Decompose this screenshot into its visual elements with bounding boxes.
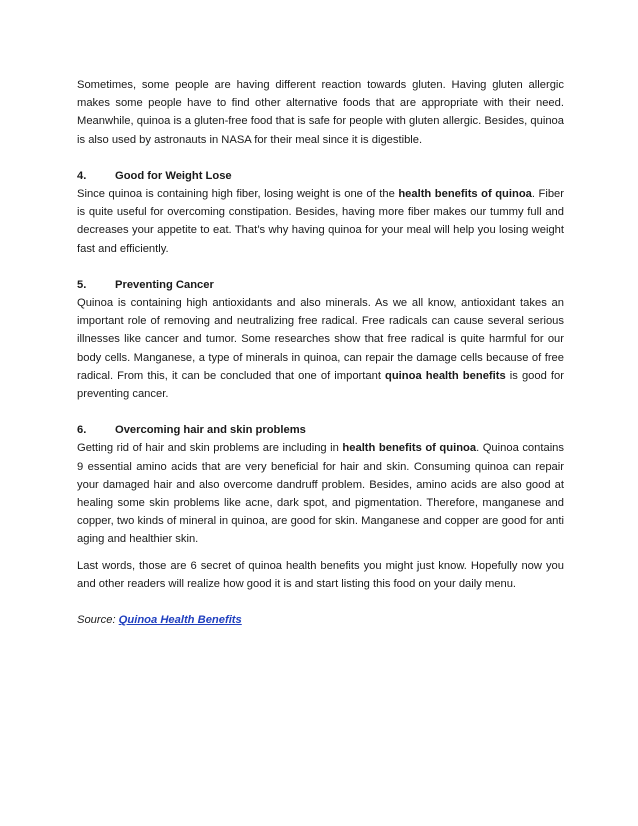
section-body-text: . Quinoa contains 9 essential amino acids that are very beneficial for hair and skin. Consuming quinoa can repair your damaged hair and also overcome dandruff problem. Besides, amino acids are also good at healing some skin problems like acne, dark spot, and pigmentation. Therefore, manganese and copper, two kinds of mineral in quinoa, are good for skin. Manganese and copper are good for anti aging and healthier skin. bbox=[77, 442, 564, 546]
section-body bbox=[77, 439, 564, 548]
section-body-text: Quinoa is containing high antioxidants and also minerals. As we all know, antioxidant takes an important role of removing and neutralizing free radical. Free radicals can cause several serious illnesses like cancer and tumor. Some researches show that free radical is quite harmful for our body cells. Manganese, a type of minerals in quinoa, can repair the damage cells because of free radical. From this, it can be concluded that one of important bbox=[77, 297, 564, 382]
document-page bbox=[77, 76, 564, 629]
section-body-text: Getting rid of hair and skin problems are including in bbox=[77, 442, 343, 455]
section-body bbox=[77, 294, 564, 403]
section-title: Overcoming hair and skin problems bbox=[115, 424, 306, 437]
source-link[interactable]: Quinoa Health Benefits bbox=[118, 614, 242, 627]
section-body-text: is good for preventing cancer. bbox=[77, 369, 564, 401]
intro-paragraph: Sometimes, some people are having different reaction towards gluten. Having gluten allergic makes some people have to find other alternative foods that are appropriate with their need. Meanwhile, quinoa is a gluten-free food that is safe for people with gluten allergic. Besides, quinoa is also used by astronauts in NASA for their meal since it is digestible. bbox=[77, 79, 564, 146]
section-number: 5. bbox=[77, 278, 87, 291]
section-heading bbox=[77, 167, 564, 185]
section-title: Preventing Cancer bbox=[115, 278, 214, 291]
section-body-text: Since quinoa is containing high fiber, losing weight is one of the bbox=[77, 188, 399, 201]
section-number: 6. bbox=[77, 424, 87, 437]
section-weight-loss bbox=[77, 167, 564, 258]
source-line bbox=[77, 611, 564, 629]
section-body bbox=[77, 185, 564, 258]
section-hair-skin bbox=[77, 421, 564, 548]
keyword-highlight: health benefits of quinoa bbox=[398, 188, 532, 201]
keyword-highlight: quinoa health benefits bbox=[385, 369, 506, 382]
section-body-text: . Fiber is quite useful for overcoming constipation. Besides, having more fiber makes our tummy full and decreases your appetite to eat. That’s why having quinoa for your meal will help you losing weight fast and efficiently. bbox=[77, 188, 564, 255]
section-title: Good for Weight Lose bbox=[115, 169, 232, 182]
closing-paragraph: Last words, those are 6 secret of quinoa health benefits you might just know. Hopefully now you and other readers will realize how good it is and start listing this food on your daily menu. bbox=[77, 559, 564, 590]
section-heading bbox=[77, 421, 564, 439]
section-heading bbox=[77, 276, 564, 294]
section-number: 4. bbox=[77, 169, 87, 182]
section-preventing-cancer bbox=[77, 276, 564, 403]
keyword-highlight: health benefits of quinoa bbox=[342, 442, 477, 455]
source-label: Source: bbox=[77, 614, 119, 627]
